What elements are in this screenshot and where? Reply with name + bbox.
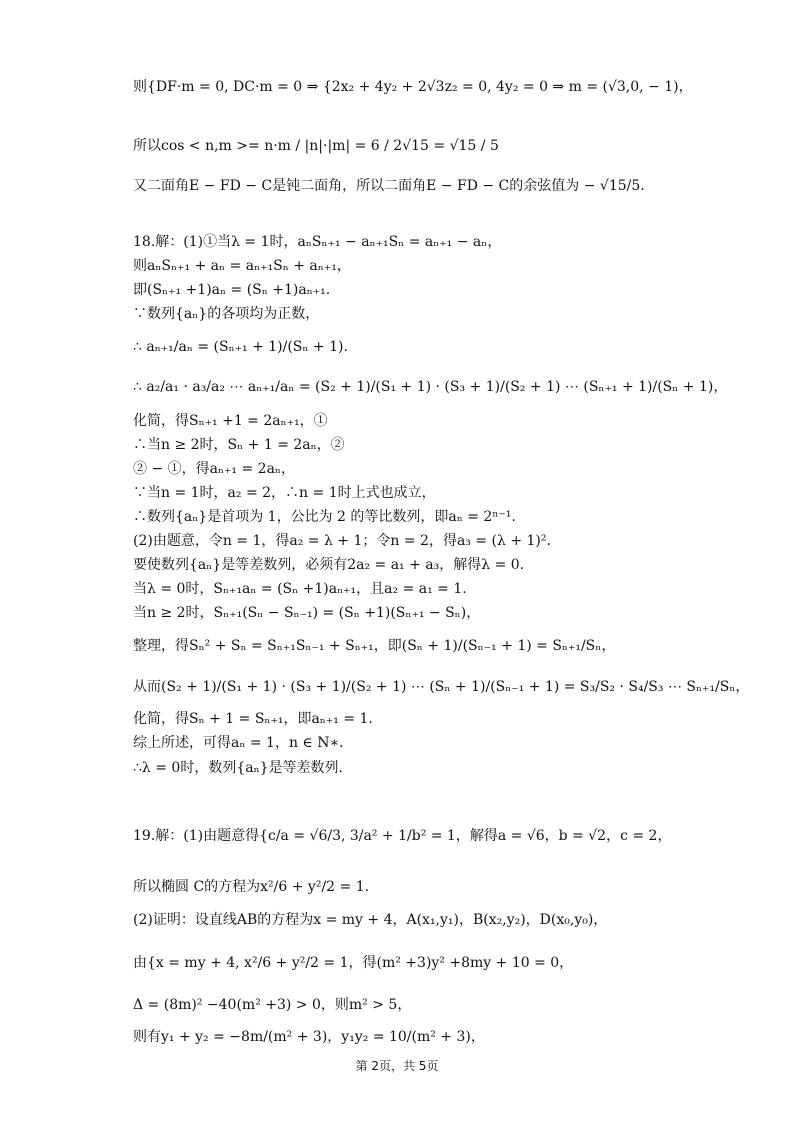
q18-line-11: ∴数列{aₙ}是首项为 1，公比为 2 的等比数列，即aₙ = 2ⁿ⁻¹. xyxy=(133,509,516,525)
q18-line-7: 化简，得Sₙ₊₁ +1 = 2aₙ₊₁，① xyxy=(133,413,328,429)
q18-line-9: ② − ①，得aₙ₊₁ = 2aₙ， xyxy=(133,461,295,477)
page-footer: 第 2页，共 5页 xyxy=(355,1059,439,1073)
q19-line-6: 则有y₁ + y₂ = −8m/(m² + 3)，y₁y₂ = 10/(m² + 3)， xyxy=(133,1029,485,1045)
q17-line-2: 所以cos < n,m >= n·m / |n|·|m| = 6 / 2√15 = √15 / 5 xyxy=(133,138,499,154)
q19-line-1: 19.解：(1)由题意得{c/a = √6/3, 3/a² + 1/b² = 1，解得a = √6，b = √2，c = 2， xyxy=(133,828,672,844)
q18-line-14: 当λ = 0时，Sₙ₊₁aₙ = (Sₙ +1)aₙ₊₁，且a₂ = a₁ = 1. xyxy=(133,581,467,597)
q18-line-10: ∵当n = 1时，a₂ = 2，∴n = 1时上式也成立， xyxy=(133,485,436,501)
q18-line-12: (2)由题意，令n = 1，得a₂ = λ + 1；令n = 2，得a₃ = (λ + 1)². xyxy=(133,533,551,549)
q18-line-15: 当n ≥ 2时，Sₙ₊₁(Sₙ − Sₙ₋₁) = (Sₙ +1)(Sₙ₊₁ − Sₙ)， xyxy=(133,605,481,621)
q18-line-13: 要使数列{aₙ}是等差数列，必须有2a₂ = a₁ + a₃，解得λ = 0. xyxy=(133,557,525,573)
q18-line-8: ∴当n ≥ 2时，Sₙ + 1 = 2aₙ，② xyxy=(133,437,345,453)
q19-line-5: Δ = (8m)² −40(m² +3) > 0，则m² > 5， xyxy=(133,997,412,1013)
q18-line-19: 综上所述，可得aₙ = 1，n ∈ N∗. xyxy=(133,735,344,751)
q18-line-1: 18.解：(1)①当λ = 1时，aₙSₙ₊₁ − aₙ₊₁Sₙ = aₙ₊₁ − aₙ， xyxy=(133,234,502,250)
q17-line-1: 则{DF·m = 0, DC·m = 0 ⇒ {2x₂ + 4y₂ + 2√3z₂ = 0, 4y₂ = 0 ⇒ m = (√3,0, − 1)， xyxy=(133,79,693,95)
q19-line-3: (2)证明：设直线AB的方程为x = my + 4，A(x₁,y₁)，B(x₂,y₂)，D(x₀,y₀)， xyxy=(133,912,608,928)
q18-line-6: ∴ a₂/a₁ · a₃/a₂ ⋯ aₙ₊₁/aₙ = (S₂ + 1)/(S₁ + 1) · (S₃ + 1)/(S₂ + 1) ⋯ (Sₙ₊₁ + 1)/(Sₙ + 1)， xyxy=(133,379,728,395)
q17-line-3: 又二面角E − FD − C是钝二面角，所以二面角E − FD − C的余弦值为 − √15/5. xyxy=(133,178,645,194)
q18-line-17: 从而(S₂ + 1)/(S₁ + 1) · (S₃ + 1)/(S₂ + 1) ⋯ (Sₙ + 1)/(Sₙ₋₁ + 1) = S₃/S₂ · S₄/S₃ ⋯ Sₙ₊₁/Sₙ， xyxy=(133,679,750,695)
q18-line-20: ∴λ = 0时，数列{aₙ}是等差数列. xyxy=(133,760,343,776)
q19-line-4: 由{x = my + 4, x²/6 + y²/2 = 1，得(m² +3)y² +8my + 10 = 0， xyxy=(133,955,574,971)
q18-line-3: 即(Sₙ₊₁ +1)aₙ = (Sₙ +1)aₙ₊₁. xyxy=(133,282,331,298)
q18-line-18: 化简，得Sₙ + 1 = Sₙ₊₁，即aₙ₊₁ = 1. xyxy=(133,711,373,727)
q18-line-2: 则aₙSₙ₊₁ + aₙ = aₙ₊₁Sₙ + aₙ₊₁， xyxy=(133,258,351,274)
q18-line-5: ∴ aₙ₊₁/aₙ = (Sₙ₊₁ + 1)/(Sₙ + 1). xyxy=(133,339,348,355)
q19-line-2: 所以椭圆 C的方程为x²/6 + y²/2 = 1. xyxy=(133,879,370,895)
q18-line-4: ∵数列{aₙ}的各项均为正数， xyxy=(133,306,320,322)
q18-line-16: 整理，得Sₙ² + Sₙ = Sₙ₊₁Sₙ₋₁ + Sₙ₊₁，即(Sₙ + 1)/(Sₙ₋₁ + 1) = Sₙ₊₁/Sₙ， xyxy=(133,638,616,654)
